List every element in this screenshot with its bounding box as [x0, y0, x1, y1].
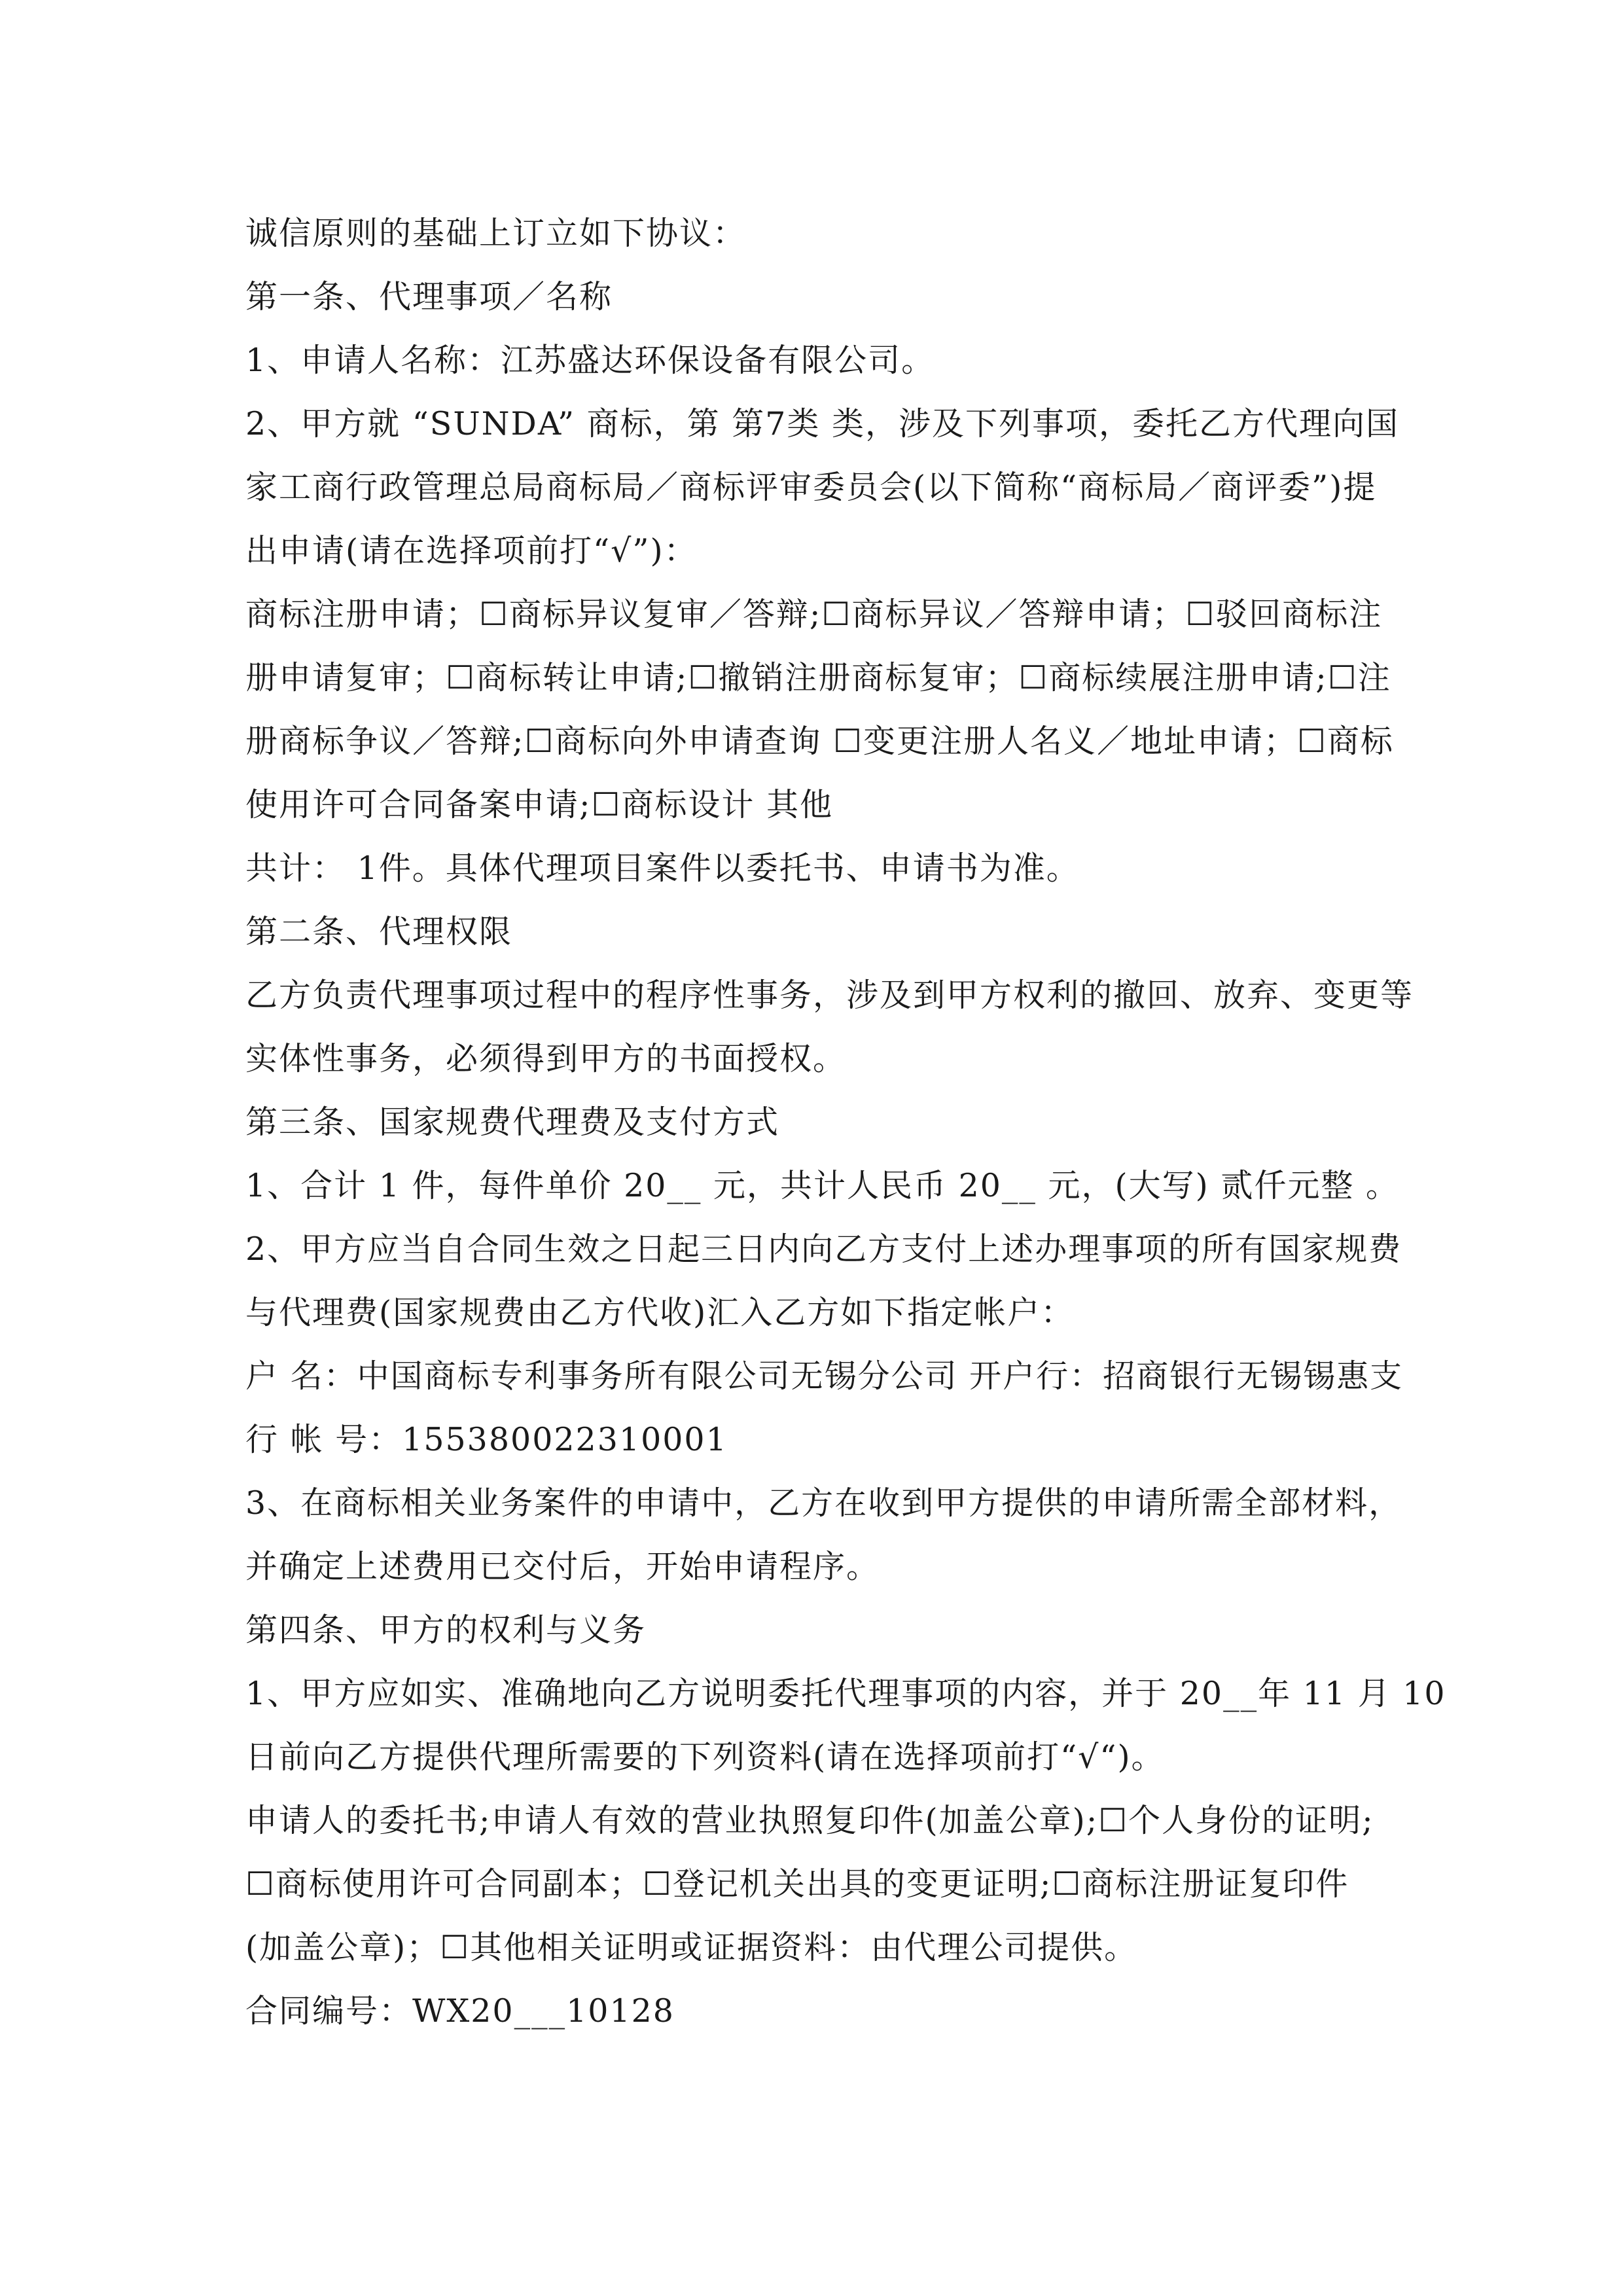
checkbox-list-line: 申请人的委托书;申请人有效的营业执照复印件(加盖公章);☐个人身份的证明;	[245, 1802, 1374, 1839]
text-line: 1、合计 1 件，每件单价 20__ 元，共计人民币 20__ 元，(大写) 贰仟元整 。	[245, 1167, 1399, 1204]
text-line: 并确定上述费用已交付后，开始申请程序。	[245, 1548, 880, 1585]
checkbox-list-line: 商标注册申请；☐商标异议复审／答辩;☐商标异议／答辩申请；☐驳回商标注	[245, 596, 1383, 633]
text-line: 实体性事务，必须得到甲方的书面授权。	[245, 1040, 847, 1077]
text-line: 1、甲方应如实、准确地向乙方说明委托代理事项的内容，并于 20__年 11 月 10	[245, 1675, 1446, 1712]
checkbox-list-line: ☐商标使用许可合同副本；☐登记机关出具的变更证明;☐商标注册证复印件	[245, 1865, 1349, 1903]
document-body	[245, 202, 1446, 2043]
article-heading: 第三条、国家规费代理费及支付方式	[245, 1103, 780, 1141]
checkbox-list-line: 册商标争议／答辩;☐商标向外申请查询 ☐变更注册人名义／地址申请；☐商标	[245, 723, 1394, 760]
checkbox-list-line: 使用许可合同备案申请;☐商标设计 其他	[245, 786, 834, 823]
article-heading: 第一条、代理事项／名称	[245, 278, 613, 315]
text-line: 1、申请人名称：江苏盛达环保设备有限公司。	[245, 342, 935, 379]
text-line: 3、在商标相关业务案件的申请中，乙方在收到甲方提供的申请所需全部材料，	[245, 1484, 1402, 1522]
checkbox-list-line: (加盖公章)；☐其他相关证明或证据资料：由代理公司提供。	[245, 1929, 1138, 1966]
article-heading: 第四条、甲方的权利与义务	[245, 1611, 647, 1649]
text-line: 2、甲方应当自合同生效之日起三日内向乙方支付上述办理事项的所有国家规费	[245, 1230, 1402, 1268]
text-line: 共计： 1件。具体代理项目案件以委托书、申请书为准。	[245, 850, 1080, 887]
bank-account-line: 行 帐 号：155380022310001	[245, 1421, 728, 1458]
contract-number: 合同编号：WX20___10128	[245, 1992, 675, 2030]
checkbox-list-line: 册申请复审；☐商标转让申请;☐撤销注册商标复审；☐商标续展注册申请;☐注	[245, 659, 1391, 696]
text-line: 诚信原则的基础上订立如下协议：	[245, 215, 747, 252]
text-line: 与代理费(国家规费由乙方代收)汇入乙方如下指定帐户：	[245, 1294, 1075, 1331]
text-line: 家工商行政管理总局商标局／商标评审委员会(以下简称“商标局／商评委”)提	[245, 469, 1377, 506]
article-heading: 第二条、代理权限	[245, 913, 513, 950]
text-line: 出申请(请在选择项前打“√”)：	[245, 532, 698, 569]
text-line: 乙方负责代理事项过程中的程序性事务，涉及到甲方权利的撤回、放弃、变更等	[245, 977, 1414, 1014]
text-line: 日前向乙方提供代理所需要的下列资料(请在选择项前打“√“)。	[245, 1738, 1165, 1776]
text-line: 2、甲方就 “SUNDA” 商标，第 第7类 类，涉及下列事项，委托乙方代理向国	[245, 405, 1399, 442]
bank-account-line: 户 名：中国商标专利事务所有限公司无锡分公司 开户行：招商银行无锡锡惠支	[245, 1357, 1404, 1395]
